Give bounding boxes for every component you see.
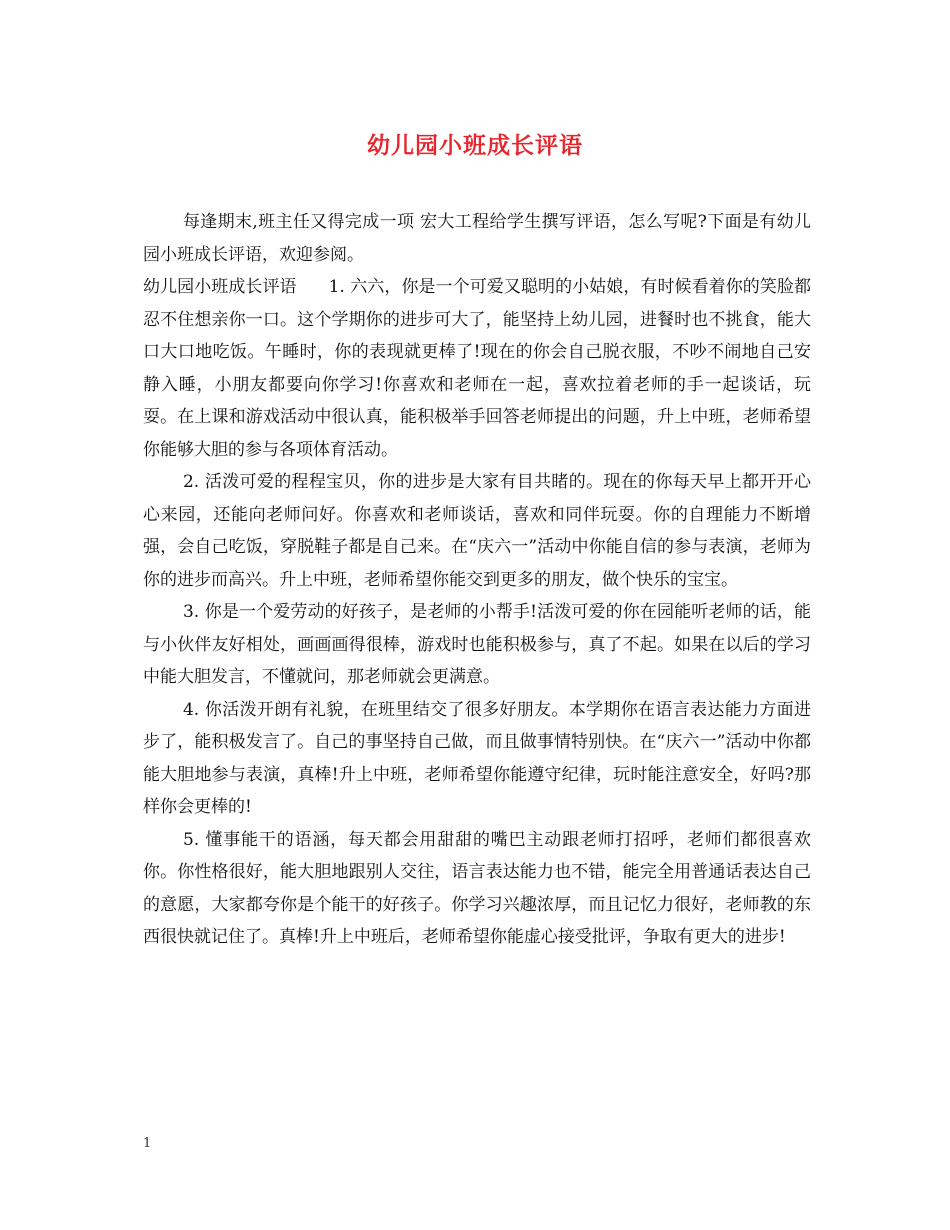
page-number: 1 — [143, 1136, 152, 1151]
section-heading: 幼儿园小班成长评语 — [143, 277, 297, 297]
document-title: 幼儿园小班成长评语 — [367, 132, 583, 159]
item-1-text: 1. 六六，你是一个可爱又聪明的小姑娘，有时候看着你的笑脸都忍不住想亲你一口。这个学期你的进步可大了，能坚持上幼儿园，进餐时也不挑食，能大口大口地吃饭。午睡时，你的表现就更棒了!现在的你会自己脱衣服，不吵不闹地自己安静入睡，小朋友都要向你学习!你喜欢和老师在一起，喜欢拉着老师的手一起谈话，玩耍。在上课和游戏活动中很认真，能积极举手回答老师提出的问题，升上中班，老师希望你能够大胆的参与各项体育活动。 — [143, 277, 811, 460]
first-item-paragraph — [143, 271, 811, 466]
intro-paragraph: 每逢期末,班主任又得完成一项 宏大工程给学生撰写评语，怎么写呢?下面是有幼儿园小班成长评语，欢迎参阅。 — [143, 212, 811, 265]
item-3-paragraph: 3. 你是一个爱劳动的好孩子，是老师的小帮手!活泼可爱的你在园能听老师的话，能与小伙伴友好相处，画画画得很棒，游戏时也能积极参与，真了不起。如果在以后的学习中能大胆发言，不懂就问，那老师就会更满意。 — [143, 602, 811, 687]
document-body — [143, 206, 811, 954]
item-4-paragraph: 4. 你活泼开朗有礼貌，在班里结交了很多好朋友。本学期你在语言表达能力方面进步了，能积极发言了。自己的事坚持自己做，而且做事情特别快。在“庆六一”活动中你都能大胆地参与表演，真棒!升上中班，老师希望你能遵守纪律，玩时能注意安全，好吗?那样你会更棒的! — [143, 699, 811, 817]
item-5-paragraph: 5. 懂事能干的语涵，每天都会用甜甜的嘴巴主动跟老师打招呼，老师们都很喜欢你。你性格很好，能大胆地跟别人交往，语言表达能力也不错，能完全用普通话表达自己的意愿，大家都夸你是个能干的好孩子。你学习兴趣浓厚，而且记忆力很好，老师教的东西很快就记住了。真棒!升上中班后，老师希望你能虚心接受批评，争取有更大的进步! — [143, 829, 811, 947]
item-2-paragraph: 2. 活泼可爱的程程宝贝，你的进步是大家有目共睹的。现在的你每天早上都开开心心来园，还能向老师问好。你喜欢和老师谈话，喜欢和同伴玩耍。你的自理能力不断增强，会自己吃饭，穿脱鞋子都是自己来。在“庆六一”活动中你能自信的参与表演，老师为你的进步而高兴。升上中班，老师希望你能交到更多的朋友，做个快乐的宝宝。 — [143, 472, 811, 590]
